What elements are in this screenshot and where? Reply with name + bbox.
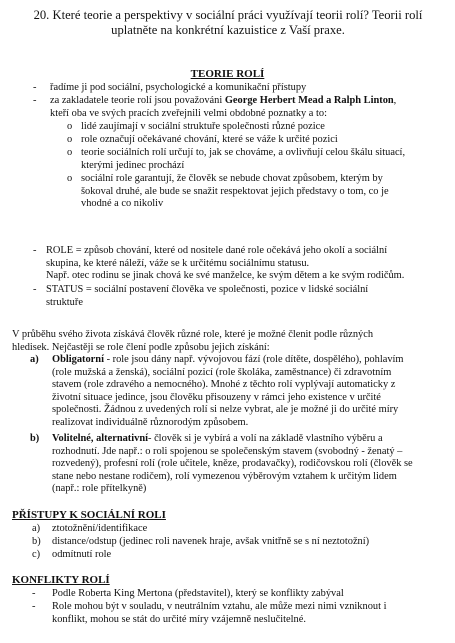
question-line-2: uplatněte na konkrétní kazuistice z Vaší praxe. bbox=[111, 23, 345, 37]
teorie-roli-sublist bbox=[67, 121, 447, 212]
list-item: - Podle Roberta King Mertona (představitel), který se konflikty zabýval bbox=[32, 588, 344, 599]
definition-role: - ROLE = způsob chování, které od nositele dané role očekává jeho okolí a sociální skupina, ke které náleží, váže se k určitému sociálnímu statusu. Např. otec rodinu se jinak chová ke své manželce, ke svým dětem a ke svým rodičům. bbox=[33, 245, 405, 282]
letter-marker: b) bbox=[30, 433, 40, 444]
list-item bbox=[33, 95, 448, 121]
heading-teorie-roli: TEORIE ROLÍ bbox=[190, 68, 265, 80]
list-item: c) odmítnutí role bbox=[32, 549, 112, 560]
list-item-text: řadíme ji pod sociální, psychologické a komunikační přístupy bbox=[50, 82, 307, 93]
circle-marker: o bbox=[67, 173, 73, 184]
term-obligatorni: Obligatorní bbox=[52, 354, 104, 365]
definition-status: - STATUS = sociální postavení člověka ve společnosti, pozice v lidské sociální struktuře bbox=[33, 284, 369, 308]
dash-marker: - bbox=[32, 601, 36, 612]
dash-marker: - bbox=[33, 82, 37, 93]
teorie-roli-list bbox=[33, 82, 448, 121]
list-item-text: za zakladatele teorie rolí jsou považováni George Herbert Mead a Ralph Linton, bbox=[50, 95, 397, 106]
list-item-volitelne: b) Volitelné, alternativní- člověk si je vybírá a volí na základě vlastního výběru a rozhodnutí. Jde např.: o roli spojenou se společenským stavem (svobodný - ženatý – rozvedený), profesní rolí (role učitele, kněze, prodavačky), rodičovskou rolí (člověk se stane nebo nestane rodičem), rolí vymezenou výběrovým vztahem k určitým lidem (např.: role přítelkyně) bbox=[30, 433, 413, 495]
letter-marker: c) bbox=[32, 549, 41, 560]
circle-marker: o bbox=[67, 134, 73, 145]
dash-marker: - bbox=[32, 588, 36, 599]
list-item-text-line2: kteří oba ve svých pracích zveřejnili velmi obdobné poznatky a to: bbox=[50, 107, 327, 119]
term-volitelne: Volitelné, alternativní bbox=[52, 433, 149, 444]
list-item: - Role mohou být v souladu, v neutrálním vztahu, ale může mezi nimi vzniknout i konflikt, mohou se stát do určité míry vzájemně neslučitelné. bbox=[32, 601, 387, 625]
list-item: o sociální role garantují, že člověk se nebude chovat způsobem, kterým by šokoval druhé, ale bude se snažit respektovat jejich představy o tom, co je vhodné a co nikoliv bbox=[67, 173, 389, 210]
konflikty-list bbox=[32, 588, 447, 627]
dash-marker: - bbox=[33, 95, 37, 106]
pristupy-list bbox=[32, 523, 447, 562]
dash-marker: - bbox=[33, 284, 37, 295]
list-item: o lidé zaujímají v sociální struktuře společnosti různé pozice bbox=[67, 121, 325, 132]
list-item: a) ztotožnění/identifikace bbox=[32, 523, 148, 534]
definitions-list bbox=[33, 245, 448, 310]
heading-pristupy: PŘÍSTUPY K SOCIÁLNÍ ROLI bbox=[12, 509, 166, 521]
heading-konflikty: KONFLIKTY ROLÍ bbox=[12, 574, 110, 586]
circle-marker: o bbox=[67, 121, 73, 132]
letter-marker: a) bbox=[32, 523, 41, 534]
letter-marker: a) bbox=[30, 354, 39, 365]
circle-marker: o bbox=[67, 147, 73, 158]
dash-marker: - bbox=[33, 245, 37, 256]
list-item bbox=[33, 82, 448, 95]
letter-marker: b) bbox=[32, 536, 41, 547]
prubeh-paragraph: V průběhu svého života získává člověk různé role, které je možné členit podle různých hledisek. Nejčastěji se role člení podle způsobu jejich získání: bbox=[12, 329, 374, 353]
founders-names: George Herbert Mead a Ralph Linton bbox=[224, 95, 394, 106]
list-item: o teorie sociálních rolí určují to, jak se chováme, a ovlivňují celou škálu situací, kterými jedinec prochází bbox=[67, 147, 406, 171]
question-line-1: 20. Které teorie a perspektivy v sociální práci využívají teorii rolí? Teorii rolí bbox=[33, 8, 423, 22]
list-item: b) distance/odstup (jedinec roli navenek hraje, avšak vnitřně se s ní neztotožní) bbox=[32, 536, 370, 547]
list-item-obligatorni: a) Obligatorní - role jsou dány např. vývojovou fází (role dítěte, dospělého), pohlavím (role mužská a ženská), sociální pozicí (role školáka, zaměstnance) či zdravotním stavem (role zdravého a nemocného). Mnohé z těchto rolí vyplývají automaticky z životní situace jedince, jsou člověku přisouzeny v rámci jeho existence v určité společnosti. Žádnou z uvedených rolí si nelze vybrat, ale je možné ji do určité míry realizovat individuálně různorodým způsobem. bbox=[30, 354, 404, 428]
question-title bbox=[12, 8, 444, 38]
prubeh-list bbox=[30, 354, 450, 499]
list-item: o role označují očekávané chování, které se váže k určité pozici bbox=[67, 134, 338, 145]
